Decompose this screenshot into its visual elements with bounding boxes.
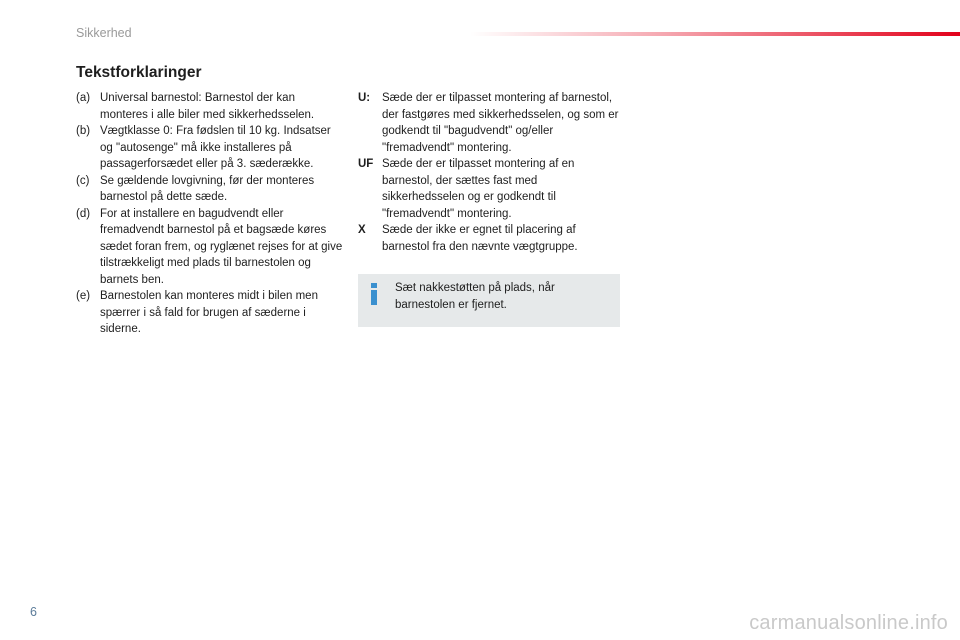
legend-item-b bbox=[76, 123, 344, 173]
legend-text: Universal barnestol: Barnestol der kan monteres i alle biler med sikkerhedsselen. bbox=[100, 92, 315, 121]
legend-item-d bbox=[76, 206, 344, 289]
legend-term: (a) bbox=[76, 92, 91, 104]
header-accent-line bbox=[470, 32, 960, 36]
page-number: 6 bbox=[30, 605, 37, 619]
legend-text: Sæde der er tilpasset montering af barnestol, der fastgøres med sikkerhedsselen, og som er godkendt til "bagudvendt" og/eller "fremadvendt" montering. bbox=[382, 92, 619, 154]
legend-item-e bbox=[76, 288, 344, 338]
legend-left-column bbox=[76, 90, 344, 338]
page-heading: Tekstforklaringer bbox=[76, 64, 202, 81]
legend-term: (d) bbox=[76, 207, 91, 220]
legend-item-c bbox=[76, 173, 344, 206]
legend-item-a bbox=[76, 90, 344, 123]
legend-item-x bbox=[358, 222, 620, 255]
legend-text: For at installere en bagudvendt eller fremadvendt barnestol på et bagsæde køres sædet foran frem, og ryglænet rejses for at give tilstrækkeligt med plads til barnestolen og barnets ben. bbox=[100, 207, 343, 286]
legend-term: (b) bbox=[76, 125, 91, 137]
legend-text: Sæde der ikke er egnet til placering af barnestol fra den nævnte vægtgruppe. bbox=[382, 224, 578, 253]
section-label: Sikkerhed bbox=[76, 26, 132, 40]
legend-item-uf bbox=[358, 156, 620, 222]
legend-right-column bbox=[358, 90, 620, 255]
legend-term: X bbox=[358, 224, 366, 236]
legend-term: (e) bbox=[76, 290, 91, 302]
watermark: carmanualsonline.info bbox=[749, 612, 948, 634]
legend-text: Barnestolen kan monteres midt i bilen men spærrer i så fald for brugen af sæderne i siderne. bbox=[100, 290, 318, 335]
info-icon bbox=[369, 283, 379, 305]
info-text: Sæt nakkestøtten på plads, når barnestolen er fjernet. bbox=[395, 282, 555, 311]
legend-text: Sæde der er tilpasset montering af en barnestol, der sættes fast med sikkerhedsselen og er godkendt til "fremadvendt" montering. bbox=[382, 158, 575, 220]
legend-text: Se gældende lovgivning, før der monteres barnestol på dette sæde. bbox=[100, 174, 315, 203]
info-box bbox=[358, 274, 620, 327]
legend-term: (c) bbox=[76, 174, 90, 187]
legend-text: Vægtklasse 0: Fra fødslen til 10 kg. Indsatser og "autosenge" må ikke installeres på passagerforsædet eller på 3. sæderække. bbox=[100, 125, 331, 170]
legend-term: UF bbox=[358, 158, 374, 170]
legend-item-u bbox=[358, 90, 620, 156]
legend-term: U: bbox=[358, 92, 371, 104]
